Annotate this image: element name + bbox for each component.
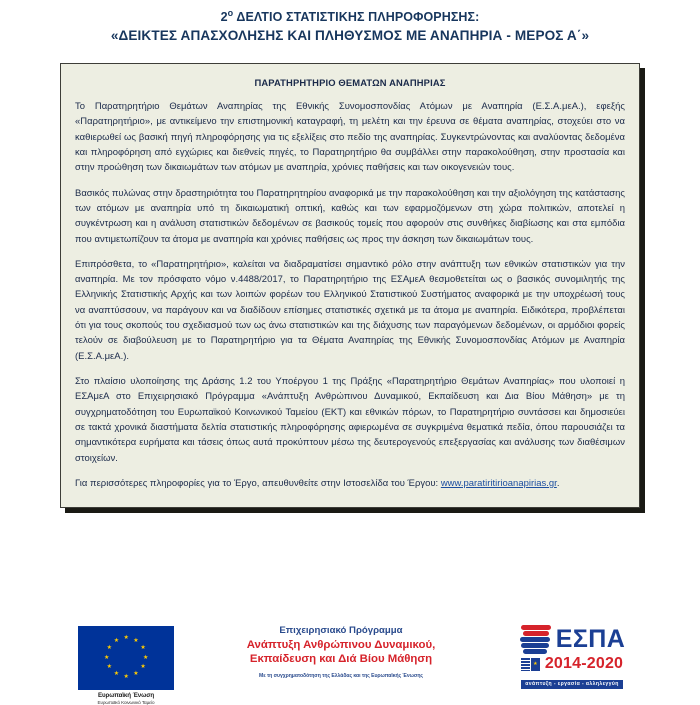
eu-star-icon: [143, 656, 148, 661]
espa-tagline: ανάπτυξη - εργασία - αλληλεγγύη: [521, 680, 623, 689]
eu-star-icon: [124, 675, 129, 680]
page-title-line-2: «ΔΕΙΚΤΕΣ ΑΠΑΣΧΟΛΗΣΗΣ ΚΑΙ ΠΛΗΘΥΣΜΟΣ ΜΕ ΑΝΑΠΗΡΙΑ - ΜΕΡΟΣ Α΄»: [110, 28, 590, 44]
eu-caption-social-fund: Ευρωπαϊκό Κοινωνικό Ταμείο: [97, 699, 155, 705]
paragraph-1: Το Παρατηρητήριο Θεμάτων Αναπηρίας της Εθνικής Συνομοσπονδίας Ατόμων με Αναπηρία (Ε.Σ.Α.μεΑ.), εφεξής «Παρατηρητήριο», με αντικείμενο την επιστημονική καταγραφή, τη μελέτη και την έρευνα σε θέματα αναπηρίας, στοχεύει στο να καθιερωθεί ως βασική πηγή πληροφόρησης για τις εξελίξεις στο πεδίο της αναπηρίας. Συγκεντρώνοντας και αναλύοντας δεδομένα και πληροφόρηση από εγχώριες και διεθνείς πηγές, το Παρατηρητήριο θα συμβάλλει στην παρακολούθηση, στην προστασία και στην προώθηση των δικαιωμάτων των ατόμων με αναπηρία, χρόνιες παθήσεις και των οικογενειών τους.: [75, 101, 625, 174]
footer-logo-bar: [0, 618, 700, 705]
observatory-info-card: [60, 63, 640, 508]
espa-swoosh-bar: [523, 649, 547, 654]
eu-star-icon: [133, 672, 138, 677]
eu-star-icon: [104, 656, 109, 661]
title-ordinal-suffix: ο: [227, 8, 234, 18]
op-name-line-2: Εκπαίδευση και Διά Βίου Μάθηση: [249, 653, 433, 666]
op-cofinance-note: Με τη συγχρηματοδότηση της Ελλάδας και της Ευρωπαϊκής Ένωσης: [259, 673, 423, 680]
eu-star-icon: [114, 672, 119, 677]
eu-star-icon: [107, 665, 112, 670]
paragraph-3: Επιπρόσθετα, το «Παρατηρητήριο», καλείται να διαδραματίσει σημαντικό ρόλο στην ανάπτυξη των εθνικών στατιστικών για την αναπηρία. Με τον πρόσφατο νόμο ν.4488/2017, το Παρατηρητήριο της ΕΣΑμεΑ θεσμοθετείται ως ο βασικός συνομιλητής της Ελληνικής Στατιστικής Αρχής και των λοιπών φορέων του Ελληνικού Στατιστικού Συστήματος αναφορικά με την υποχρέωσή τους να αναπτύσσουν, να παράγουν και να διαδίδουν επίσημες στατιστικές σχετικά με τα άτομα με αναπηρία. Ειδικότερα, προβλέπεται ότι για τους σκοπούς του σχεδιασμού των ως άνω στατιστικών και της διάχυσης των παραγόμενων δεδομένων, οι αρμόδιοι φορείς τελούν σε διαβούλευση με το Παρατηρητήριο για τα Θέματα Αναπηρίας της Εθνικής Συνομοσπονδίας Ατόμων με Αναπηρία (Ε.Σ.Α.μεΑ.).: [75, 258, 625, 362]
espa-swoosh-bar: [523, 631, 549, 636]
project-website-link[interactable]: www.paratiritirioanapirias.gr: [440, 477, 557, 489]
espa-wordmark: ΕΣΠΑ: [555, 624, 626, 653]
document-title-block: [0, 0, 700, 46]
op-label-line: Επιχειρησιακό Πρόγραμμα: [279, 625, 403, 636]
espa-swoosh-bar: [520, 637, 550, 642]
eu-mini-flag-icon: ★: [531, 658, 540, 671]
espa-mini-flags-icon: [521, 658, 540, 671]
paragraph-4: Στο πλαίσιο υλοποίησης της Δράσης 1.2 του Υποέργου 1 της Πράξης «Παρατηρητήριο Θεμάτων Αναπηρίας» που υλοποιεί η ΕΣΑμεΑ στο Επιχειρησιακό Πρόγραμμα «Ανάπτυξη Ανθρώπινου Δυναμικού, Εκπαίδευση και Δια Βίου Μάθηση» με τη συγχρηματοδότηση του Ευρωπαϊκού Κοινωνικού Ταμείου (ΕΚΤ) και εθνικών πόρων, το Παρατηρητήριο συντάσσει και δημοσιεύει σε τακτά χρονικά διαστήματα δελτία στατιστικής πληροφόρησης αφιερωμένα σε συγκριμένα θεματικά πεδία, όπου παρουσιάζει τα σημαντικότερα ευρήματα και τάσεις όπως αυτά προκύπτουν μέσω της δευτερογενούς επεξεργασίας και ανάλυσης των διαθέσιμων στοιχείων.: [75, 376, 625, 464]
eu-star-icon: [124, 636, 129, 641]
eu-star-icon: [133, 639, 138, 644]
card-header-title: ΠΑΡΑΤΗΡΗΤΗΡΙΟ ΘΕΜΑΤΩΝ ΑΝΑΠΗΡΙΑΣ: [254, 77, 446, 88]
document-card-wrapper: [60, 63, 640, 508]
paragraph-2: Βασικός πυλώνας στην δραστηριότητα του Παρατηρητηρίου αναφορικά με την παρακολούθηση και την αξιολόγηση της κατάστασης των ατόμων με αναπηρία υπό τη δικαιωματική οπτική, καθώς και των εφαρμοζόμενων στη χώρα πολιτικών, αποτελεί η συγκέντρωση και η ανάλυση στατιστικών δεδομένων σε βασικούς τομείς που αφορούν στις συνθήκες διαβίωσης και στα εμπόδια που αντιμετωπίζουν τα άτομα με αναπηρία και χρόνιες παθήσεις ως προς την άσκηση των δικαιωμάτων τους.: [75, 187, 625, 245]
title-text: ΔΕΛΤΙΟ ΣΤΑΤΙΣΤΙΚΗΣ ΠΛΗΡΟΦΟΡΗΣΗΣ:: [233, 10, 480, 25]
espa-swoosh-bar: [521, 643, 549, 648]
eu-flag-icon: [78, 626, 174, 690]
espa-period: 2014-2020: [544, 655, 624, 672]
title-number: 2: [220, 10, 228, 25]
eu-caption-union: Ευρωπαϊκή Ένωση: [97, 692, 155, 699]
operational-programme-logo: [219, 618, 463, 679]
page-title-line-1: [0, 7, 700, 26]
espa-logo: [497, 618, 647, 690]
op-name-line-1: Ανάπτυξη Ανθρώπινου Δυναμικού,: [246, 638, 436, 651]
espa-swoosh-icon: [519, 624, 551, 654]
eu-star-icon: [114, 639, 119, 644]
eu-star-icon: [140, 665, 145, 670]
espa-swoosh-bar: [521, 625, 551, 630]
greek-flag-icon: [521, 658, 530, 671]
contact-period: .: [556, 477, 560, 489]
european-union-logo: [67, 618, 185, 705]
eu-star-icon: [107, 646, 112, 651]
eu-star-icon: [140, 646, 145, 651]
contact-paragraph: [75, 476, 625, 491]
contact-text: Για περισσότερες πληροφορίες για το Έργο, απευθυνθείτε στην Ιστοσελίδα του Έργου:: [75, 477, 441, 489]
